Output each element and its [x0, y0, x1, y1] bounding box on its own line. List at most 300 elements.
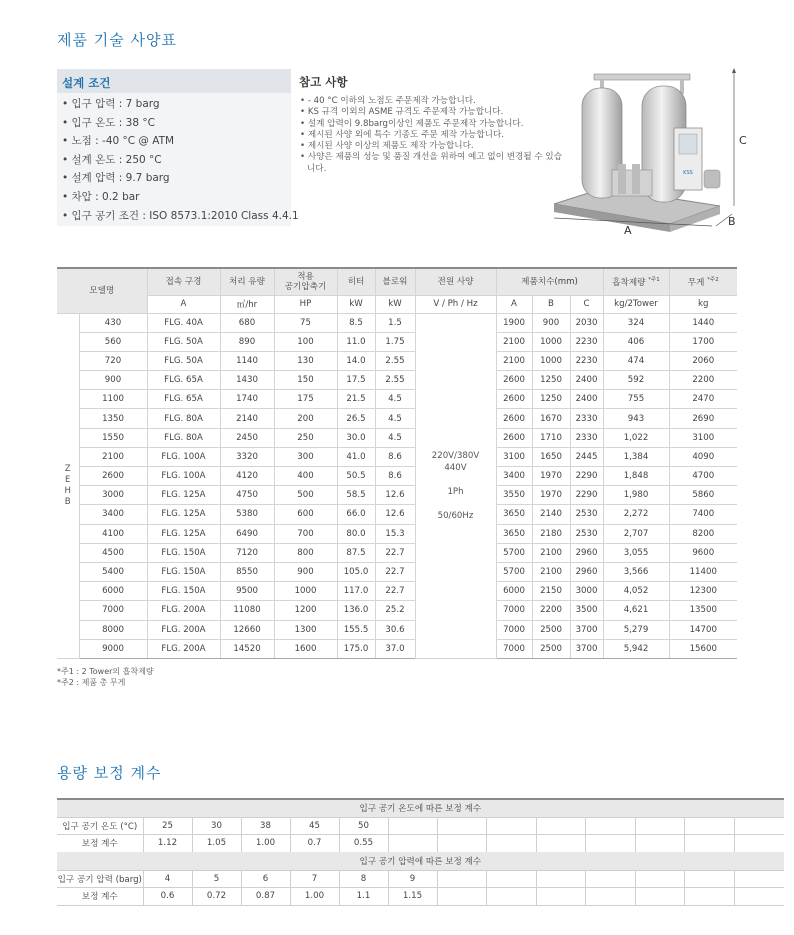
- table-cell: 900: [532, 313, 570, 332]
- table-cell: FLG. 150A: [147, 543, 220, 562]
- table-cell: 1000: [532, 332, 570, 351]
- table-cell: 1600: [274, 639, 337, 658]
- design-conditions-list: [57, 93, 299, 225]
- table-cell: 6490: [220, 524, 274, 543]
- table-cell: 2690: [669, 409, 737, 428]
- table-cell: FLG. 80A: [147, 428, 220, 447]
- table-cell: FLG. 125A: [147, 505, 220, 524]
- table-cell: 41.0: [337, 447, 375, 466]
- table-cell: 3100: [669, 428, 737, 447]
- table-cell: 2600: [496, 371, 532, 390]
- table-cell: 2600: [496, 409, 532, 428]
- table-cell: 2500: [532, 620, 570, 639]
- correction-value-cell: 30: [192, 817, 241, 835]
- table-cell: 6000: [496, 582, 532, 601]
- table-row: [57, 409, 737, 428]
- table-cell: 9500: [220, 582, 274, 601]
- unit-blower: kW: [375, 295, 415, 313]
- correction-factor-cell: [586, 888, 636, 906]
- table-cell: 30.6: [375, 620, 415, 639]
- table-cell: 11400: [669, 562, 737, 581]
- table-cell: 3650: [496, 524, 532, 543]
- table-cell: FLG. 125A: [147, 524, 220, 543]
- table-cell: 1740: [220, 390, 274, 409]
- correction-value-cell: [536, 870, 586, 888]
- table-row: [57, 428, 737, 447]
- correction-factor-cell: 0.55: [339, 835, 388, 853]
- table-cell: 87.5: [337, 543, 375, 562]
- table-cell: 890: [220, 332, 274, 351]
- table-cell: FLG. 100A: [147, 467, 220, 486]
- table-cell: 80.0: [337, 524, 375, 543]
- correction-value-cell: 5: [192, 870, 241, 888]
- table-row: [57, 601, 737, 620]
- table-cell: 943: [603, 409, 669, 428]
- correction-row-label: 입구 공기 압력 (barg): [57, 870, 143, 888]
- table-cell: 592: [603, 371, 669, 390]
- table-cell: 700: [274, 524, 337, 543]
- design-condition-item: • 입구 공기 조건 : ISO 8573.1:2010 Class 4.4.1: [62, 207, 291, 226]
- table-cell: 3,566: [603, 562, 669, 581]
- table-cell: 12660: [220, 620, 274, 639]
- correction-value-cell: 4: [143, 870, 192, 888]
- design-condition-item: • 노점 : -40 °C @ ATM: [62, 132, 291, 151]
- table-cell: 105.0: [337, 562, 375, 581]
- table-cell: 5380: [220, 505, 274, 524]
- unit-heater: kW: [337, 295, 375, 313]
- table-cell: 4,621: [603, 601, 669, 620]
- correction-value-cell: [734, 817, 784, 835]
- table-cell: 1430: [220, 371, 274, 390]
- table-cell: 2400: [570, 390, 603, 409]
- table-cell: 1970: [532, 467, 570, 486]
- table-cell: 2960: [570, 543, 603, 562]
- table-cell: 3000: [570, 582, 603, 601]
- table-cell: 2100: [79, 447, 147, 466]
- power-spec: 220V/380V 440V 1Ph 50/60Hz: [415, 313, 496, 658]
- header-model: 모델명: [57, 268, 147, 313]
- table-cell: 500: [274, 486, 337, 505]
- table-cell: 30.0: [337, 428, 375, 447]
- correction-factor-cell: 1.05: [192, 835, 241, 853]
- table-cell: 2140: [220, 409, 274, 428]
- table-cell: 8550: [220, 562, 274, 581]
- table-cell: 3000: [79, 486, 147, 505]
- correction-value-cell: [437, 817, 487, 835]
- table-cell: 26.5: [337, 409, 375, 428]
- table-cell: 4.5: [375, 428, 415, 447]
- table-cell: 3320: [220, 447, 274, 466]
- notes-heading: 참고 사항: [299, 75, 348, 89]
- table-cell: 5,942: [603, 639, 669, 658]
- table-cell: 15.3: [375, 524, 415, 543]
- table-cell: 7400: [669, 505, 737, 524]
- table-cell: 117.0: [337, 582, 375, 601]
- header-compressor: 적용 공기압축기: [274, 268, 337, 295]
- unit-dim-a: A: [496, 295, 532, 313]
- unit-dim-c: C: [570, 295, 603, 313]
- design-condition-item: • 입구 온도 : 38 °C: [62, 114, 291, 133]
- correction-factor-cell: [685, 835, 735, 853]
- table-cell: 560: [79, 332, 147, 351]
- table-cell: 12.6: [375, 486, 415, 505]
- table-cell: 1300: [274, 620, 337, 639]
- table-cell: 2,272: [603, 505, 669, 524]
- correction-factor-cell: 1.1: [339, 888, 388, 906]
- unit-compressor: HP: [274, 295, 337, 313]
- table-cell: 3400: [79, 505, 147, 524]
- design-conditions-box: [57, 69, 299, 226]
- table-row: [57, 313, 737, 332]
- correction-factor-cell: 0.6: [143, 888, 192, 906]
- table-cell: 800: [274, 543, 337, 562]
- table-cell: 150: [274, 371, 337, 390]
- note-item: • 설계 압력이 9.8barg이상인 제품도 주문제작 가능합니다.: [299, 119, 564, 130]
- table-cell: 1,384: [603, 447, 669, 466]
- table-cell: 2960: [570, 562, 603, 581]
- table-cell: 4500: [79, 543, 147, 562]
- table-cell: 250: [274, 428, 337, 447]
- table-cell: 7000: [496, 620, 532, 639]
- design-condition-item: • 입구 압력 : 7 barg: [62, 95, 291, 114]
- table-cell: 1200: [274, 601, 337, 620]
- table-cell: 4.5: [375, 390, 415, 409]
- correction-value-cell: [635, 817, 685, 835]
- table-row: [57, 447, 737, 466]
- table-row: [57, 505, 737, 524]
- table-cell: 1140: [220, 351, 274, 370]
- header-power: 전원 사양: [415, 268, 496, 295]
- table-cell: 2100: [496, 332, 532, 351]
- table-row: [57, 582, 737, 601]
- table-cell: 900: [79, 371, 147, 390]
- correction-factor-cell: [635, 888, 685, 906]
- table-cell: 25.2: [375, 601, 415, 620]
- table-cell: 9600: [669, 543, 737, 562]
- table-cell: 2230: [570, 351, 603, 370]
- correction-factor-cell: 1.00: [290, 888, 339, 906]
- table-cell: 1250: [532, 371, 570, 390]
- table-cell: 4700: [669, 467, 737, 486]
- unit-weight: kg: [669, 295, 737, 313]
- table-cell: 37.0: [375, 639, 415, 658]
- correction-value-cell: 8: [339, 870, 388, 888]
- pressure-correction-table: [57, 852, 784, 906]
- correction-value-cell: [586, 817, 636, 835]
- correction-value-cell: [437, 870, 487, 888]
- table-cell: 50.5: [337, 467, 375, 486]
- table-cell: 9000: [79, 639, 147, 658]
- table-cell: 3100: [496, 447, 532, 466]
- table-row: [57, 486, 737, 505]
- table-cell: 11.0: [337, 332, 375, 351]
- table-cell: 1.75: [375, 332, 415, 351]
- correction-factor-cell: 1.12: [143, 835, 192, 853]
- correction-band-row: [57, 852, 784, 870]
- table-cell: 720: [79, 351, 147, 370]
- table-cell: FLG. 100A: [147, 447, 220, 466]
- notes-list: [299, 96, 564, 175]
- correction-value-cell: 25: [143, 817, 192, 835]
- table-cell: 2180: [532, 524, 570, 543]
- table-cell: 2400: [570, 371, 603, 390]
- table-cell: 680: [220, 313, 274, 332]
- correction-factor-cell: [536, 888, 586, 906]
- header-weight: 무게 $^{*주2}$: [669, 268, 737, 295]
- table-cell: 7000: [496, 601, 532, 620]
- table-cell: 406: [603, 332, 669, 351]
- unit-flow: ㎥/hr: [220, 295, 274, 313]
- table-cell: 2060: [669, 351, 737, 370]
- dimension-label-b: B: [728, 215, 736, 228]
- header-dimensions: 제품치수(mm): [496, 268, 603, 295]
- correction-factor-label: 보정 계수: [57, 888, 143, 906]
- table-cell: 4.5: [375, 409, 415, 428]
- note-item: • KS 규격 이외의 ASME 규격도 주문제작 가능합니다.: [299, 107, 564, 118]
- capacity-section-title: 용량 보정 계수: [57, 764, 162, 782]
- table-cell: 1900: [496, 313, 532, 332]
- table-cell: 2100: [532, 543, 570, 562]
- unit-power: V / Ph / Hz: [415, 295, 496, 313]
- correction-value-row: [57, 817, 784, 835]
- table-cell: 2500: [532, 639, 570, 658]
- correction-value-cell: 7: [290, 870, 339, 888]
- table-cell: 75: [274, 313, 337, 332]
- table-cell: 1350: [79, 409, 147, 428]
- table-cell: 1250: [532, 390, 570, 409]
- table-cell: 300: [274, 447, 337, 466]
- table-cell: 1650: [532, 447, 570, 466]
- table-cell: 5700: [496, 562, 532, 581]
- table-cell: 1100: [79, 390, 147, 409]
- table-cell: 2150: [532, 582, 570, 601]
- correction-row-label: 입구 공기 온도 (°C): [57, 817, 143, 835]
- table-cell: 324: [603, 313, 669, 332]
- table-cell: 2600: [79, 467, 147, 486]
- correction-value-cell: [685, 817, 735, 835]
- table-cell: 1970: [532, 486, 570, 505]
- table-cell: FLG. 65A: [147, 371, 220, 390]
- table-cell: 8.6: [375, 467, 415, 486]
- correction-factor-cell: 0.72: [192, 888, 241, 906]
- note-item: • - 40 °C 이하의 노점도 주문제작 가능합니다.: [299, 96, 564, 107]
- table-cell: 1710: [532, 428, 570, 447]
- table-cell: FLG. 200A: [147, 601, 220, 620]
- correction-factor-cell: 1.15: [388, 888, 437, 906]
- table-cell: 3700: [570, 639, 603, 658]
- table-cell: 8.6: [375, 447, 415, 466]
- table-cell: 1000: [532, 351, 570, 370]
- table-cell: 600: [274, 505, 337, 524]
- correction-value-cell: [586, 870, 636, 888]
- table-cell: 100: [274, 332, 337, 351]
- table-cell: 900: [274, 562, 337, 581]
- correction-factor-cell: [586, 835, 636, 853]
- correction-band-title: 입구 공기 압력에 따른 보정 계수: [57, 852, 784, 870]
- design-conditions-heading: 설계 조건: [57, 69, 291, 93]
- table-cell: 2450: [220, 428, 274, 447]
- footnote-1: *주1 : 2 Tower의 흡착제량: [57, 667, 154, 676]
- table-cell: 22.7: [375, 582, 415, 601]
- correction-value-cell: [635, 870, 685, 888]
- table-cell: 1700: [669, 332, 737, 351]
- table-row: [57, 332, 737, 351]
- note-item: • 제시된 사양 외에 특수 기종도 주문 제작 가능합니다.: [299, 130, 564, 141]
- table-cell: 430: [79, 313, 147, 332]
- table-cell: 2100: [532, 562, 570, 581]
- table-cell: 2330: [570, 409, 603, 428]
- table-cell: 4090: [669, 447, 737, 466]
- footnotes: [57, 666, 154, 688]
- table-cell: 3400: [496, 467, 532, 486]
- correction-factor-label: 보정 계수: [57, 835, 143, 853]
- note-item: • 사양은 제품의 성능 및 품질 개선을 위하여 예고 없이 변경될 수 있습니다.: [299, 152, 564, 175]
- table-cell: 2.55: [375, 371, 415, 390]
- table-cell: 400: [274, 467, 337, 486]
- design-condition-item: • 차압 : 0.2 bar: [62, 188, 291, 207]
- table-cell: 58.5: [337, 486, 375, 505]
- table-cell: 2600: [496, 390, 532, 409]
- table-cell: 7000: [79, 601, 147, 620]
- table-cell: 130: [274, 351, 337, 370]
- header-adsorbent: 흡착제량 $^{*주1}$: [603, 268, 669, 295]
- table-cell: 2600: [496, 428, 532, 447]
- correction-value-cell: 45: [290, 817, 339, 835]
- correction-factor-row: [57, 888, 784, 906]
- table-cell: 2200: [669, 371, 737, 390]
- table-cell: 2200: [532, 601, 570, 620]
- correction-value-cell: [487, 870, 537, 888]
- table-cell: 2230: [570, 332, 603, 351]
- spec-section-title: 제품 기술 사양표: [57, 31, 177, 49]
- table-cell: FLG. 200A: [147, 620, 220, 639]
- correction-factor-cell: [487, 888, 537, 906]
- spec-table: [57, 267, 737, 659]
- table-cell: FLG. 200A: [147, 639, 220, 658]
- table-cell: 3650: [496, 505, 532, 524]
- table-cell: 14700: [669, 620, 737, 639]
- table-row: [57, 390, 737, 409]
- table-cell: 11080: [220, 601, 274, 620]
- unit-connection: A: [147, 295, 220, 313]
- table-cell: 7000: [496, 639, 532, 658]
- table-cell: 136.0: [337, 601, 375, 620]
- table-cell: 5,279: [603, 620, 669, 639]
- table-cell: 15600: [669, 639, 737, 658]
- correction-value-cell: [487, 817, 537, 835]
- table-row: [57, 467, 737, 486]
- table-cell: 2290: [570, 467, 603, 486]
- correction-value-cell: 6: [241, 870, 290, 888]
- dimension-label-c: C: [739, 134, 747, 147]
- correction-value-cell: [388, 817, 437, 835]
- table-cell: FLG. 40A: [147, 313, 220, 332]
- table-cell: 12300: [669, 582, 737, 601]
- correction-factor-cell: [734, 835, 784, 853]
- table-cell: 4750: [220, 486, 274, 505]
- header-connection: 접속 구경: [147, 268, 220, 295]
- table-cell: 4100: [79, 524, 147, 543]
- table-cell: 5700: [496, 543, 532, 562]
- table-cell: 175: [274, 390, 337, 409]
- table-cell: 200: [274, 409, 337, 428]
- table-cell: FLG. 50A: [147, 351, 220, 370]
- table-cell: 2030: [570, 313, 603, 332]
- table-cell: 12.6: [375, 505, 415, 524]
- correction-factor-cell: [437, 888, 487, 906]
- design-condition-item: • 설계 온도 : 250 °C: [62, 151, 291, 170]
- correction-factor-cell: [635, 835, 685, 853]
- table-cell: FLG. 65A: [147, 390, 220, 409]
- correction-value-cell: [536, 817, 586, 835]
- table-cell: 2140: [532, 505, 570, 524]
- table-cell: 22.7: [375, 562, 415, 581]
- brand-logo: KSS: [683, 170, 693, 176]
- note-item: • 제시된 사양 이상의 제품도 제작 가능합니다.: [299, 141, 564, 152]
- temperature-correction-table: [57, 798, 784, 853]
- table-cell: 755: [603, 390, 669, 409]
- table-cell: 3700: [570, 620, 603, 639]
- table-cell: 155.5: [337, 620, 375, 639]
- correction-factor-cell: [388, 835, 437, 853]
- table-cell: 7120: [220, 543, 274, 562]
- table-cell: 2100: [496, 351, 532, 370]
- series-label: Z E H B: [57, 313, 79, 658]
- table-cell: 1670: [532, 409, 570, 428]
- table-cell: 3500: [570, 601, 603, 620]
- unit-adsorbent: kg/2Tower: [603, 295, 669, 313]
- table-row: [57, 543, 737, 562]
- correction-factor-cell: [685, 888, 735, 906]
- table-cell: 2290: [570, 486, 603, 505]
- correction-factor-cell: [487, 835, 537, 853]
- table-row: [57, 524, 737, 543]
- table-cell: 1.5: [375, 313, 415, 332]
- notes-block: [299, 74, 564, 175]
- table-cell: 2,707: [603, 524, 669, 543]
- table-cell: 1,848: [603, 467, 669, 486]
- correction-factor-cell: 1.00: [241, 835, 290, 853]
- correction-factor-cell: [437, 835, 487, 853]
- design-condition-item: • 설계 압력 : 9.7 barg: [62, 169, 291, 188]
- table-cell: 14520: [220, 639, 274, 658]
- table-cell: 1,022: [603, 428, 669, 447]
- table-cell: 4120: [220, 467, 274, 486]
- table-cell: 2330: [570, 428, 603, 447]
- table-cell: 474: [603, 351, 669, 370]
- table-cell: 2530: [570, 505, 603, 524]
- correction-value-cell: [734, 870, 784, 888]
- correction-band-row: [57, 799, 784, 817]
- table-cell: 175.0: [337, 639, 375, 658]
- table-cell: FLG. 150A: [147, 562, 220, 581]
- table-cell: 5860: [669, 486, 737, 505]
- correction-value-cell: 38: [241, 817, 290, 835]
- correction-factor-cell: [536, 835, 586, 853]
- table-cell: 5400: [79, 562, 147, 581]
- table-cell: FLG. 80A: [147, 409, 220, 428]
- table-row: [57, 639, 737, 658]
- footnote-2: *주2 : 제품 총 무게: [57, 678, 126, 687]
- correction-value-cell: 50: [339, 817, 388, 835]
- dimension-label-a: A: [624, 224, 632, 236]
- correction-band-title: 입구 공기 온도에 따른 보정 계수: [57, 799, 784, 817]
- table-cell: 66.0: [337, 505, 375, 524]
- table-row: [57, 620, 737, 639]
- correction-value-row: [57, 870, 784, 888]
- table-cell: 17.5: [337, 371, 375, 390]
- table-row: [57, 562, 737, 581]
